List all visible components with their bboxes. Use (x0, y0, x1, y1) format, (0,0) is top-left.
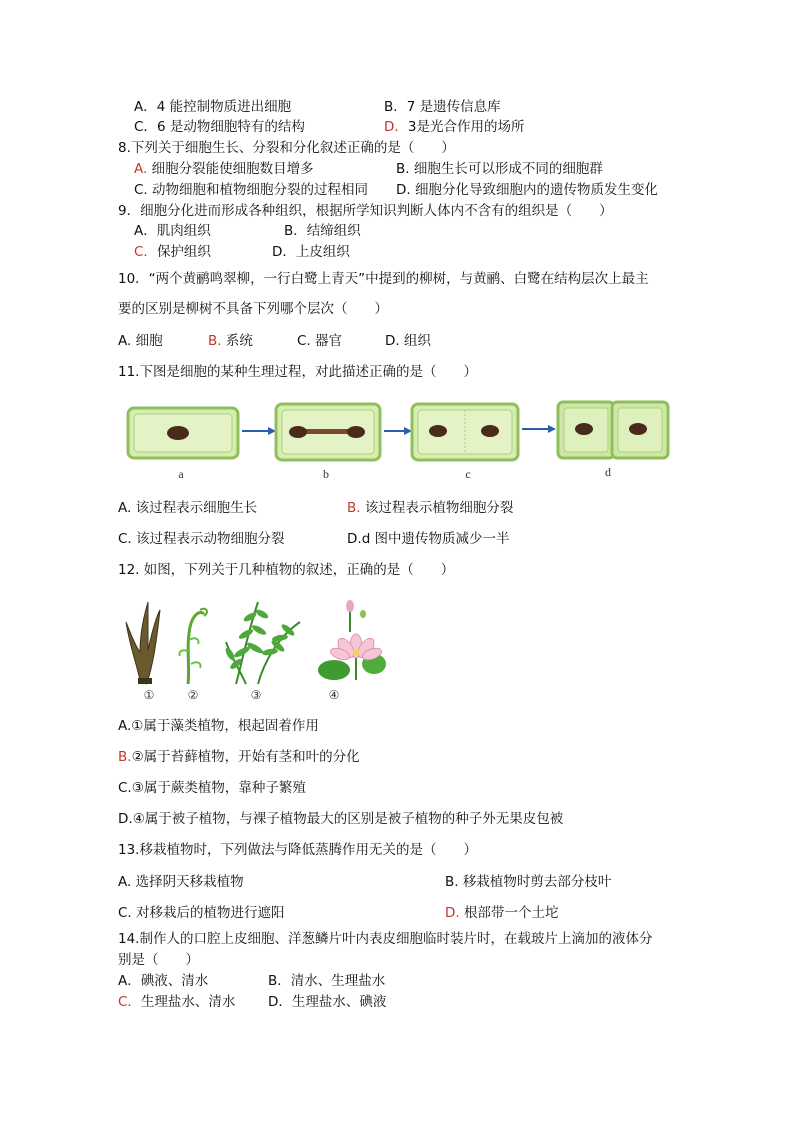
option-text: 肌肉组织 (156, 223, 211, 239)
q14-option-d (268, 993, 386, 1011)
option-text: 系统 (225, 333, 253, 349)
option-label: D. (445, 905, 460, 921)
option-text: 细胞分裂能使细胞数目增多 (151, 161, 314, 177)
figure-label-a: a (178, 467, 184, 481)
q7-option-d (384, 118, 525, 136)
lotus-plant (318, 600, 386, 680)
option-label: C. (118, 531, 132, 547)
option-text: 细胞生长可以形成不同的细胞群 (413, 161, 603, 177)
option-text: ④属于被子植物，与裸子植物最大的区别是被子植物的种子外无果皮包被 (132, 811, 564, 827)
option-text: 该过程表示动物细胞分裂 (136, 531, 285, 547)
option-text: 组织 (403, 333, 431, 349)
q7-option-c (134, 118, 305, 136)
option-text: 保护组织 (156, 244, 211, 260)
option-text: 4 能控制物质进出细胞 (156, 99, 292, 115)
figure-label-d: d (605, 465, 611, 479)
option-text: 生理盐水、清水 (140, 994, 236, 1010)
q13-option-a (118, 873, 244, 891)
q8-option-a (134, 160, 314, 178)
option-label: C. (118, 780, 132, 796)
option-label: D． (268, 994, 292, 1010)
option-text: 6 是动物细胞特有的结构 (156, 119, 305, 135)
figure-label-3: ③ (250, 688, 262, 702)
option-label: D. (385, 333, 400, 349)
q9-option-b (284, 222, 361, 240)
figure-label-4: ④ (328, 688, 340, 702)
q11-option-d (347, 530, 510, 548)
q12-option-d (118, 810, 563, 828)
option-text: 动物细胞和植物细胞分裂的过程相同 (152, 182, 369, 198)
q8-option-c (134, 181, 368, 199)
option-text: 上皮组织 (295, 244, 350, 260)
q13-option-b (445, 873, 611, 891)
q14-option-c (118, 993, 235, 1011)
q13-option-d (445, 904, 558, 922)
option-label: A. (118, 718, 132, 734)
option-label: A. (134, 161, 148, 177)
figure-label-b: b (323, 467, 329, 481)
q9-option-c (134, 243, 211, 261)
cell-b (276, 404, 380, 460)
q9-option-d (272, 243, 350, 261)
option-label: B. (118, 749, 132, 765)
cell-d (558, 402, 668, 458)
option-text: 该过程表示植物细胞分裂 (364, 500, 514, 516)
option-label: A． (118, 973, 141, 989)
option-label: D. (347, 531, 362, 547)
q12-option-c (118, 779, 306, 797)
q14-option-a (118, 972, 208, 990)
figure-label-c: c (465, 467, 471, 481)
q10-option-d (385, 332, 431, 350)
option-text: 清水、生理盐水 (290, 973, 386, 989)
option-text: 3是光合作用的场所 (407, 119, 525, 135)
option-label: D. (118, 811, 133, 827)
option-label: C． (134, 119, 157, 135)
option-text: 碘液、清水 (140, 973, 209, 989)
q13-stem: 13.移栽植物时，下列做法与降低蒸腾作用无关的是（ ） (118, 842, 477, 858)
q10-option-c (297, 332, 342, 350)
cell-c (412, 404, 518, 460)
option-text: d 图中遗传物质减少一半 (361, 531, 510, 547)
moss-plant (179, 609, 206, 684)
option-text: ③属于蕨类植物，靠种子繁殖 (131, 780, 306, 796)
q10-stem-line1: 10．“两个黄鹂鸣翠柳，一行白鹭上青天”中提到的柳树，与黄鹂、白鹭在结构层次上最主 (118, 271, 649, 287)
option-label: B． (268, 973, 291, 989)
option-label: D． (384, 119, 408, 135)
q11-option-c (118, 530, 285, 548)
option-label: A. (118, 874, 132, 890)
q11-stem: 11.下图是细胞的某种生理过程，对此描述正确的是（ ） (118, 364, 477, 380)
option-label: C． (134, 244, 157, 260)
option-label: D． (272, 244, 296, 260)
option-label: D. (396, 182, 411, 198)
option-text: 结缔组织 (306, 223, 361, 239)
q10-option-a (118, 332, 163, 350)
option-text: 生理盐水、碘液 (291, 994, 387, 1010)
option-label: A. (118, 500, 132, 516)
option-label: B. (445, 874, 459, 890)
option-label: C. (118, 905, 132, 921)
q12-stem: 12. 如图，下列关于几种植物的叙述，正确的是（ ） (118, 562, 455, 578)
q7-option-a (134, 98, 291, 116)
q11-option-b (347, 499, 513, 517)
fern-plant (224, 602, 300, 684)
option-text: 细胞 (135, 333, 163, 349)
q10-stem-line2: 要的区别是柳树不具备下列哪个层次（ ） (118, 301, 388, 317)
q12-option-a (118, 717, 319, 735)
q14-stem-line1: 14.制作人的口腔上皮细胞、洋葱鳞片叶内表皮细胞临时装片时，在载玻片上滴加的液体分 (118, 931, 653, 947)
q9-stem: 9．细胞分化进而形成各种组织，根据所学知识判断人体内不含有的组织是（ ） (118, 203, 613, 219)
figure-label-2: ② (187, 688, 199, 702)
option-label: A. (118, 333, 132, 349)
option-label: A． (134, 99, 157, 115)
q14-stem-line2: 别是（ ） (118, 952, 199, 968)
option-label: A． (134, 223, 157, 239)
q9-option-a (134, 222, 211, 240)
q8-option-b (396, 160, 603, 178)
option-text: 根部带一个土坨 (463, 905, 559, 921)
option-label: B． (284, 223, 307, 239)
q10-option-b (208, 332, 253, 350)
option-text: ①属于藻类植物，根起固着作用 (131, 718, 319, 734)
option-label: B． (384, 99, 407, 115)
option-label: C． (118, 994, 141, 1010)
option-label: B. (396, 161, 410, 177)
option-label: B. (347, 500, 361, 516)
q14-option-b (268, 972, 385, 990)
option-text: 细胞分化导致细胞内的遗传物质发生变化 (414, 182, 658, 198)
arrow-icon (522, 425, 556, 433)
option-text: 对移栽后的植物进行遮阳 (136, 905, 285, 921)
option-text: 选择阴天移栽植物 (135, 874, 244, 890)
option-label: C. (134, 182, 148, 198)
option-label: C. (297, 333, 311, 349)
q11-option-a (118, 499, 257, 517)
seaweed-plant (126, 602, 160, 684)
arrow-icon (242, 427, 276, 435)
option-text: 器官 (315, 333, 343, 349)
option-text: 7 是遗传信息库 (406, 99, 501, 115)
plants-figure (118, 592, 398, 704)
q13-option-c (118, 904, 285, 922)
q7-option-b (384, 98, 501, 116)
q8-stem: 8.下列关于细胞生长、分裂和分化叙述正确的是（ ） (118, 140, 455, 156)
q12-option-b (118, 748, 360, 766)
option-label: B. (208, 333, 222, 349)
option-text: 移栽植物时剪去部分枝叶 (462, 874, 612, 890)
cell-a (128, 408, 238, 458)
figure-label-1: ① (143, 688, 155, 702)
option-text: ②属于苔藓植物，开始有茎和叶的分化 (131, 749, 360, 765)
cell-division-figure (118, 392, 678, 484)
option-text: 该过程表示细胞生长 (135, 500, 258, 516)
q8-option-d (396, 181, 658, 199)
arrow-icon (384, 427, 412, 435)
